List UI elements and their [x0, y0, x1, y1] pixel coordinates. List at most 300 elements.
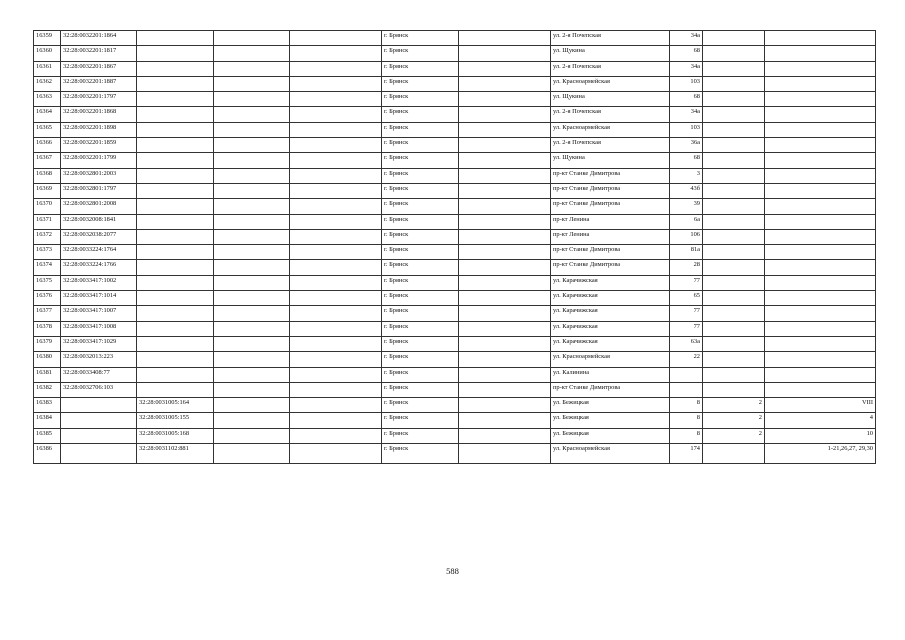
street-cell: ул. Щукина	[551, 92, 670, 107]
cadastral-number-cell: 32:28:0033417:1007	[61, 306, 137, 321]
premises-cell: VIII	[765, 398, 876, 413]
empty-cell	[214, 92, 290, 107]
table-row	[34, 199, 876, 214]
city-cell: г. Брянск	[382, 76, 459, 91]
city-cell: г. Брянск	[382, 61, 459, 76]
building-cell	[703, 214, 765, 229]
city-cell: г. Брянск	[382, 107, 459, 122]
city-cell: г. Брянск	[382, 31, 459, 46]
street-cell: пр-кт Станке Димитрова	[551, 382, 670, 397]
empty-cell	[214, 183, 290, 198]
building-cell	[703, 275, 765, 290]
city-cell: г. Брянск	[382, 260, 459, 275]
street-cell: пр-кт Станке Димитрова	[551, 245, 670, 260]
building-cadastral-cell	[137, 76, 214, 91]
table-row	[34, 336, 876, 351]
city-cell: г. Брянск	[382, 321, 459, 336]
table-row	[34, 138, 876, 153]
building-cell	[703, 76, 765, 91]
empty-cell	[214, 245, 290, 260]
house-number-cell: 34а	[670, 107, 703, 122]
table-row	[34, 428, 876, 443]
city-cell: г. Брянск	[382, 168, 459, 183]
house-number-cell: 28	[670, 260, 703, 275]
street-cell: пр-кт Ленина	[551, 229, 670, 244]
premises-cell	[765, 76, 876, 91]
house-number-cell: 77	[670, 321, 703, 336]
house-number-cell: 63а	[670, 336, 703, 351]
empty-cell	[290, 183, 382, 198]
row-number-cell: 16375	[34, 275, 61, 290]
street-cell: пр-кт Станке Димитрова	[551, 183, 670, 198]
empty-cell	[214, 275, 290, 290]
building-cell	[703, 199, 765, 214]
street-cell: ул. Красноармейская	[551, 444, 670, 464]
building-cell	[703, 61, 765, 76]
empty-cell	[459, 229, 551, 244]
premises-cell	[765, 306, 876, 321]
empty-cell	[290, 291, 382, 306]
row-number-cell: 16368	[34, 168, 61, 183]
house-number-cell: 103	[670, 122, 703, 137]
empty-cell	[214, 321, 290, 336]
house-number-cell: 81а	[670, 245, 703, 260]
house-number-cell: 77	[670, 275, 703, 290]
city-cell: г. Брянск	[382, 367, 459, 382]
house-number-cell: 68	[670, 92, 703, 107]
cadastral-number-cell: 32:28:0032013:223	[61, 352, 137, 367]
empty-cell	[459, 428, 551, 443]
building-cadastral-cell	[137, 245, 214, 260]
row-number-cell: 16363	[34, 92, 61, 107]
building-cadastral-cell	[137, 229, 214, 244]
empty-cell	[459, 260, 551, 275]
building-cell	[703, 321, 765, 336]
building-cadastral-cell	[137, 122, 214, 137]
city-cell: г. Брянск	[382, 122, 459, 137]
building-cadastral-cell	[137, 336, 214, 351]
empty-cell	[290, 31, 382, 46]
table-row	[34, 352, 876, 367]
empty-cell	[214, 199, 290, 214]
empty-cell	[290, 275, 382, 290]
empty-cell	[459, 382, 551, 397]
building-cell	[703, 352, 765, 367]
house-number-cell: 3	[670, 168, 703, 183]
street-cell: ул. 2-я Почепская	[551, 61, 670, 76]
premises-cell	[765, 46, 876, 61]
empty-cell	[290, 444, 382, 464]
empty-cell	[459, 291, 551, 306]
row-number-cell: 16374	[34, 260, 61, 275]
empty-cell	[459, 199, 551, 214]
cadastral-number-cell: 32:28:0032801:2008	[61, 199, 137, 214]
empty-cell	[290, 92, 382, 107]
table-row	[34, 168, 876, 183]
row-number-cell: 16361	[34, 61, 61, 76]
street-cell: пр-кт Ленина	[551, 214, 670, 229]
building-cell	[703, 245, 765, 260]
building-cadastral-cell	[137, 168, 214, 183]
table-row	[34, 245, 876, 260]
table-row	[34, 444, 876, 464]
building-cadastral-cell	[137, 382, 214, 397]
empty-cell	[459, 413, 551, 428]
building-cell	[703, 306, 765, 321]
city-cell: г. Брянск	[382, 245, 459, 260]
row-number-cell: 16380	[34, 352, 61, 367]
page-number: 588	[446, 566, 459, 576]
house-number-cell: 106	[670, 229, 703, 244]
building-cadastral-cell	[137, 153, 214, 168]
premises-cell: 10	[765, 428, 876, 443]
building-cell	[703, 291, 765, 306]
street-cell: ул. 2-я Почепская	[551, 138, 670, 153]
premises-cell	[765, 199, 876, 214]
empty-cell	[214, 291, 290, 306]
building-cadastral-cell	[137, 275, 214, 290]
empty-cell	[459, 153, 551, 168]
row-number-cell: 16362	[34, 76, 61, 91]
city-cell: г. Брянск	[382, 183, 459, 198]
row-number-cell: 16376	[34, 291, 61, 306]
table-row	[34, 367, 876, 382]
empty-cell	[214, 352, 290, 367]
building-cell	[703, 46, 765, 61]
empty-cell	[459, 76, 551, 91]
cadastral-number-cell: 32:28:0032201:1864	[61, 31, 137, 46]
premises-cell	[765, 92, 876, 107]
building-cell	[703, 153, 765, 168]
row-number-cell: 16369	[34, 183, 61, 198]
table-row	[34, 306, 876, 321]
street-cell: ул. Карачижская	[551, 275, 670, 290]
empty-cell	[290, 428, 382, 443]
empty-cell	[214, 31, 290, 46]
premises-cell	[765, 183, 876, 198]
empty-cell	[459, 214, 551, 229]
row-number-cell: 16381	[34, 367, 61, 382]
empty-cell	[290, 382, 382, 397]
cadastral-number-cell: 32:28:0032201:1898	[61, 122, 137, 137]
empty-cell	[214, 367, 290, 382]
premises-cell	[765, 153, 876, 168]
house-number-cell: 8	[670, 398, 703, 413]
empty-cell	[214, 138, 290, 153]
table-row	[34, 398, 876, 413]
city-cell: г. Брянск	[382, 382, 459, 397]
building-cell	[703, 183, 765, 198]
building-cadastral-cell	[137, 214, 214, 229]
street-cell: ул. 2-я Почепская	[551, 107, 670, 122]
house-number-cell: 34а	[670, 61, 703, 76]
empty-cell	[290, 76, 382, 91]
row-number-cell: 16370	[34, 199, 61, 214]
building-cadastral-cell	[137, 367, 214, 382]
street-cell: ул. Щукина	[551, 46, 670, 61]
building-cell	[703, 31, 765, 46]
premises-cell	[765, 275, 876, 290]
cadastral-number-cell: 32:28:0033417:1002	[61, 275, 137, 290]
street-cell: ул. Красноармейская	[551, 352, 670, 367]
premises-cell: 4	[765, 413, 876, 428]
building-cadastral-cell	[137, 138, 214, 153]
empty-cell	[459, 352, 551, 367]
house-number-cell	[670, 367, 703, 382]
building-cell: 2	[703, 428, 765, 443]
row-number-cell: 16366	[34, 138, 61, 153]
house-number-cell: 174	[670, 444, 703, 464]
house-number-cell	[670, 382, 703, 397]
empty-cell	[290, 352, 382, 367]
row-number-cell: 16382	[34, 382, 61, 397]
empty-cell	[459, 321, 551, 336]
row-number-cell: 16384	[34, 413, 61, 428]
building-cadastral-cell	[137, 92, 214, 107]
table-row	[34, 321, 876, 336]
building-cadastral-cell	[137, 306, 214, 321]
premises-cell	[765, 31, 876, 46]
house-number-cell: 6а	[670, 214, 703, 229]
cadastral-number-cell	[61, 398, 137, 413]
empty-cell	[214, 382, 290, 397]
building-cell	[703, 260, 765, 275]
building-cadastral-cell: 32:28:0031102:881	[137, 444, 214, 464]
building-cell	[703, 444, 765, 464]
cadastral-number-cell: 32:28:0032201:1867	[61, 61, 137, 76]
empty-cell	[290, 229, 382, 244]
table-row	[34, 122, 876, 137]
cadastral-number-cell: 32:28:0033417:1008	[61, 321, 137, 336]
empty-cell	[214, 76, 290, 91]
street-cell: ул. Карачижская	[551, 291, 670, 306]
row-number-cell: 16359	[34, 31, 61, 46]
cadastral-number-cell: 32:28:0033224:1766	[61, 260, 137, 275]
empty-cell	[459, 92, 551, 107]
street-cell: ул. Карачижская	[551, 306, 670, 321]
premises-cell: 1-21,26,27, 29,30	[765, 444, 876, 464]
building-cadastral-cell: 32:28:0031005:155	[137, 413, 214, 428]
building-cadastral-cell	[137, 46, 214, 61]
empty-cell	[459, 46, 551, 61]
street-cell: пр-кт Станке Димитрова	[551, 260, 670, 275]
street-cell: ул. Карачижская	[551, 321, 670, 336]
empty-cell	[459, 122, 551, 137]
empty-cell	[214, 413, 290, 428]
city-cell: г. Брянск	[382, 199, 459, 214]
cadastral-number-cell: 32:28:0032201:1797	[61, 92, 137, 107]
empty-cell	[290, 260, 382, 275]
row-number-cell: 16360	[34, 46, 61, 61]
empty-cell	[459, 398, 551, 413]
street-cell: ул. Бежицкая	[551, 413, 670, 428]
empty-cell	[459, 138, 551, 153]
row-number-cell: 16371	[34, 214, 61, 229]
house-number-cell: 43б	[670, 183, 703, 198]
empty-cell	[459, 444, 551, 464]
building-cadastral-cell	[137, 107, 214, 122]
empty-cell	[290, 122, 382, 137]
empty-cell	[214, 61, 290, 76]
city-cell: г. Брянск	[382, 444, 459, 464]
empty-cell	[459, 306, 551, 321]
city-cell: г. Брянск	[382, 138, 459, 153]
city-cell: г. Брянск	[382, 428, 459, 443]
house-number-cell: 34а	[670, 31, 703, 46]
premises-cell	[765, 260, 876, 275]
street-cell: ул. Щукина	[551, 153, 670, 168]
empty-cell	[214, 214, 290, 229]
cadastral-number-cell	[61, 444, 137, 464]
city-cell: г. Брянск	[382, 306, 459, 321]
empty-cell	[290, 306, 382, 321]
building-cadastral-cell	[137, 260, 214, 275]
table-row	[34, 153, 876, 168]
cadastral-number-cell: 32:28:0032038:2077	[61, 229, 137, 244]
empty-cell	[214, 336, 290, 351]
street-cell: ул. Красноармейская	[551, 122, 670, 137]
city-cell: г. Брянск	[382, 336, 459, 351]
building-cell	[703, 107, 765, 122]
cadastral-number-cell: 32:28:0032801:1797	[61, 183, 137, 198]
empty-cell	[214, 46, 290, 61]
row-number-cell: 16383	[34, 398, 61, 413]
building-cadastral-cell: 32:28:0031005:164	[137, 398, 214, 413]
empty-cell	[459, 168, 551, 183]
table-row	[34, 46, 876, 61]
cadastral-number-cell: 32:28:0033408:77	[61, 367, 137, 382]
empty-cell	[459, 275, 551, 290]
city-cell: г. Брянск	[382, 275, 459, 290]
table-row	[34, 260, 876, 275]
row-number-cell: 16377	[34, 306, 61, 321]
premises-cell	[765, 214, 876, 229]
cadastral-number-cell: 32:28:0032201:1868	[61, 107, 137, 122]
row-number-cell: 16365	[34, 122, 61, 137]
row-number-cell: 16386	[34, 444, 61, 464]
cadastral-number-cell: 32:28:0032201:1887	[61, 76, 137, 91]
building-cell	[703, 122, 765, 137]
premises-cell	[765, 382, 876, 397]
city-cell: г. Брянск	[382, 398, 459, 413]
table-row	[34, 92, 876, 107]
premises-cell	[765, 122, 876, 137]
row-number-cell: 16372	[34, 229, 61, 244]
empty-cell	[459, 31, 551, 46]
premises-cell	[765, 61, 876, 76]
empty-cell	[290, 321, 382, 336]
cadastral-number-cell: 32:28:0033224:1764	[61, 245, 137, 260]
premises-cell	[765, 229, 876, 244]
building-cadastral-cell	[137, 199, 214, 214]
building-cell	[703, 92, 765, 107]
table-row	[34, 413, 876, 428]
building-cell	[703, 229, 765, 244]
building-cadastral-cell: 32:28:0031005:168	[137, 428, 214, 443]
house-number-cell: 68	[670, 46, 703, 61]
street-cell: ул. Красноармейская	[551, 76, 670, 91]
building-cell	[703, 367, 765, 382]
premises-cell	[765, 336, 876, 351]
empty-cell	[214, 229, 290, 244]
building-cell	[703, 138, 765, 153]
street-cell: ул. Бежицкая	[551, 398, 670, 413]
empty-cell	[459, 107, 551, 122]
building-cell: 2	[703, 413, 765, 428]
house-number-cell: 65	[670, 291, 703, 306]
city-cell: г. Брянск	[382, 413, 459, 428]
premises-cell	[765, 321, 876, 336]
premises-cell	[765, 245, 876, 260]
row-number-cell: 16385	[34, 428, 61, 443]
building-cadastral-cell	[137, 352, 214, 367]
empty-cell	[214, 122, 290, 137]
cadastral-number-cell: 32:28:0032801:2003	[61, 168, 137, 183]
cadastral-number-cell: 32:28:0033417:1014	[61, 291, 137, 306]
row-number-cell: 16378	[34, 321, 61, 336]
cadastral-number-cell: 32:28:0032201:1817	[61, 46, 137, 61]
table-row	[34, 382, 876, 397]
house-number-cell: 8	[670, 428, 703, 443]
cadastral-number-cell	[61, 413, 137, 428]
table-row	[34, 107, 876, 122]
table-row	[34, 214, 876, 229]
empty-cell	[290, 138, 382, 153]
building-cell	[703, 336, 765, 351]
city-cell: г. Брянск	[382, 214, 459, 229]
empty-cell	[290, 336, 382, 351]
table-row	[34, 275, 876, 290]
building-cadastral-cell	[137, 183, 214, 198]
city-cell: г. Брянск	[382, 229, 459, 244]
premises-cell	[765, 168, 876, 183]
street-cell: ул. Калинина	[551, 367, 670, 382]
empty-cell	[214, 444, 290, 464]
city-cell: г. Брянск	[382, 153, 459, 168]
premises-cell	[765, 291, 876, 306]
building-cadastral-cell	[137, 31, 214, 46]
empty-cell	[290, 245, 382, 260]
table-row	[34, 183, 876, 198]
empty-cell	[290, 214, 382, 229]
house-number-cell: 36а	[670, 138, 703, 153]
street-cell: ул. Карачижская	[551, 336, 670, 351]
cadastral-number-cell: 32:28:0032201:1799	[61, 153, 137, 168]
row-number-cell: 16379	[34, 336, 61, 351]
empty-cell	[214, 428, 290, 443]
building-cell	[703, 168, 765, 183]
empty-cell	[459, 367, 551, 382]
premises-cell	[765, 107, 876, 122]
building-cadastral-cell	[137, 61, 214, 76]
cadastral-number-cell	[61, 428, 137, 443]
empty-cell	[290, 413, 382, 428]
city-cell: г. Брянск	[382, 352, 459, 367]
house-number-cell: 39	[670, 199, 703, 214]
house-number-cell: 22	[670, 352, 703, 367]
street-cell: ул. 2-я Почепская	[551, 31, 670, 46]
empty-cell	[214, 260, 290, 275]
empty-cell	[290, 46, 382, 61]
table-row	[34, 31, 876, 46]
empty-cell	[290, 367, 382, 382]
table-row	[34, 291, 876, 306]
empty-cell	[290, 398, 382, 413]
empty-cell	[214, 398, 290, 413]
empty-cell	[290, 153, 382, 168]
city-cell: г. Брянск	[382, 92, 459, 107]
cadastral-number-cell: 32:28:0033417:1029	[61, 336, 137, 351]
